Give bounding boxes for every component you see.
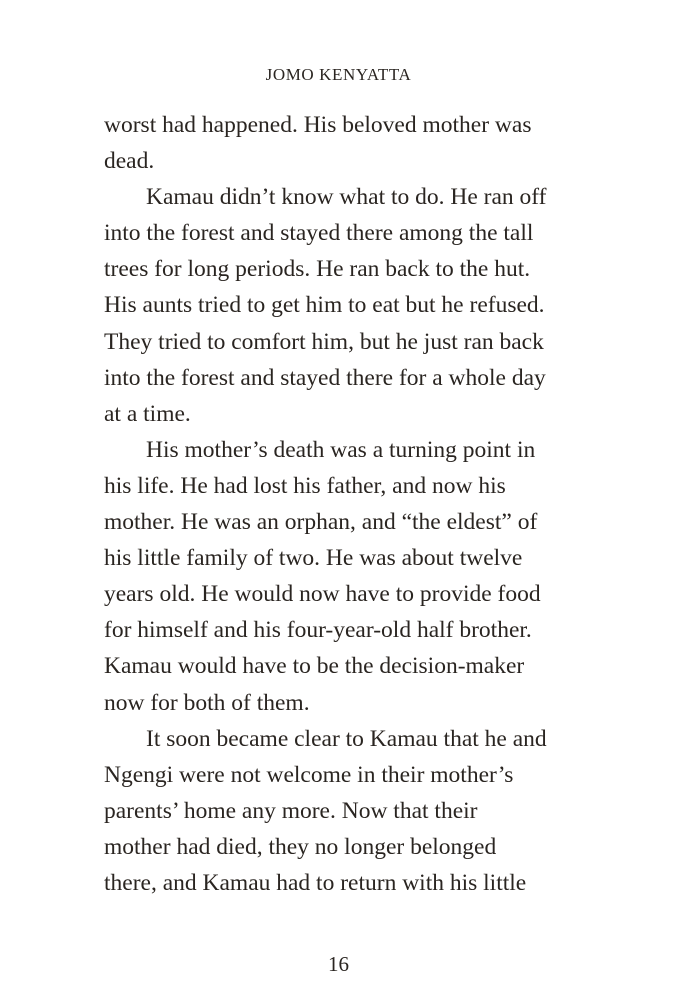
text-line: into the forest and stayed there for a whole day xyxy=(104,364,546,391)
text-line: Ngengi were not welcome in their mother’s xyxy=(104,761,514,788)
text-line: Kamau would have to be the decision-maker xyxy=(104,653,525,680)
text-line: mother. He was an orphan, and “the eldest” of xyxy=(104,509,538,536)
running-head: JOMO KENYATTA xyxy=(265,65,412,84)
body-text xyxy=(104,107,594,901)
text-line: at a time. xyxy=(104,400,191,427)
text-line: years old. He would now have to provide food xyxy=(104,581,541,608)
paragraph-first-line: It soon became clear to Kamau that he and xyxy=(146,725,547,752)
text-line: worst had happened. His beloved mother was xyxy=(104,112,532,138)
text-line: His aunts tried to get him to eat but he refused. xyxy=(104,292,545,319)
text-line: parents’ home any more. Now that their xyxy=(104,797,478,824)
text-line: now for both of them. xyxy=(104,689,310,716)
text-line: trees for long periods. He ran back to the hut. xyxy=(104,256,531,283)
text-line: his life. He had lost his father, and now his xyxy=(104,472,506,499)
text-line: mother had died, they no longer belonged xyxy=(104,833,497,860)
text-line: They tried to comfort him, but he just ran back xyxy=(104,328,544,355)
paragraph-first-line: Kamau didn’t know what to do. He ran off xyxy=(146,184,547,211)
text-line: for himself and his four-year-old half brother. xyxy=(104,617,532,644)
text-line: dead. xyxy=(104,148,155,175)
text-line: there, and Kamau had to return with his little xyxy=(104,869,527,896)
text-line: his little family of two. He was about twelve xyxy=(104,545,523,572)
paragraph-first-line: His mother’s death was a turning point in xyxy=(146,436,536,463)
page-number: 16 xyxy=(328,952,349,976)
text-line: into the forest and stayed there among the tall xyxy=(104,220,534,247)
